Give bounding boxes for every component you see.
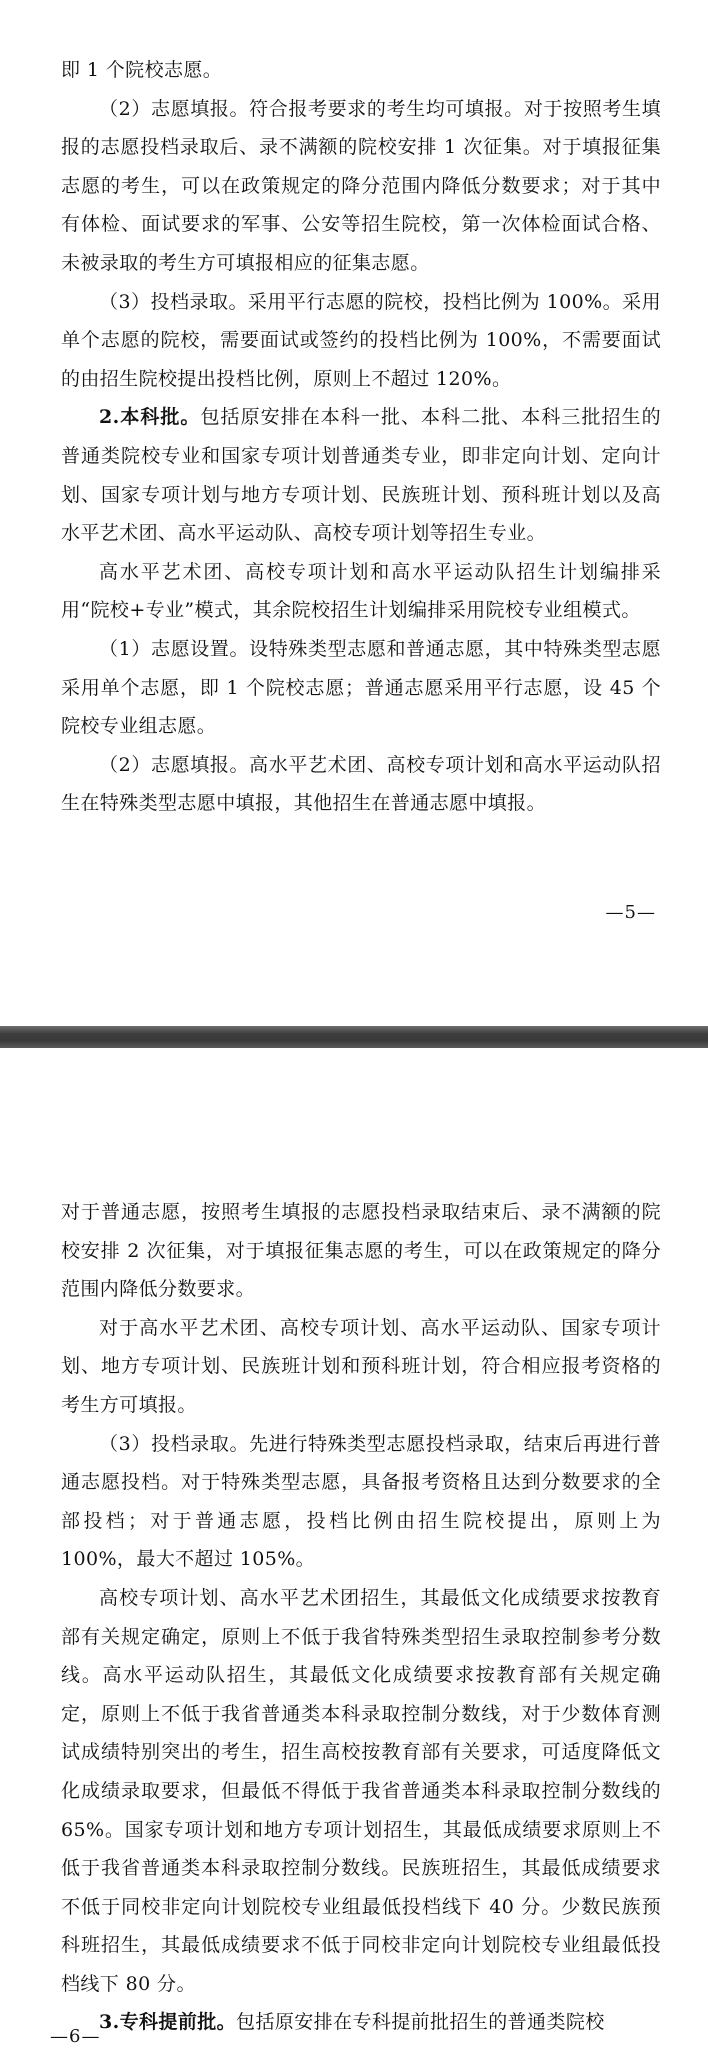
paragraph: 高校专项计划、高水平艺术团招生，其最低文化成绩要求按教育部有关规定确定，原则上不低于我省特殊类型招生录取控制参考分数线。高水平运动队招生，其最低文化成绩要求按教育部有关规定确定，原则上不低于我省普通类本科录取控制分数线，对于少数体育测试成绩特别突出的考生，招生高校按教育部有关要求，可适度降低文化成绩录取要求，但最低不得低于我省普通类本科录取控制分数线的 65%。国家专项计划和地方专项计划招生，其最低成绩要求原则上不低于我省普通类本科录取控制分数线。民族班招生，其最低成绩要求不低于同校非定向计划院校专业组最低投档线下 40 分。少数民族预科班招生，其最低成绩要求不低于同校非定向计划院校专业组最低投档线下 80 分。 — [61, 1586, 661, 1995]
page-number: —5— — [605, 902, 656, 923]
page-separator — [0, 1026, 708, 1048]
paragraph: 对于普通志愿，按照考生填报的志愿投档录取结束后、录不满额的院校安排 2 次征集，对于填报征集志愿的考生，可以在政策规定的降分范围内降低分数要求。 — [61, 1201, 661, 1301]
page-body — [61, 51, 661, 823]
paragraph: （2）志愿填报。符合报考要求的考生均可填报。对于按照考生填报的志愿投档录取后、录不满额的院校安排 1 次征集。对于填报征集志愿的考生，可以在政策规定的降分范围内降低分数要求；对于其中有体检、面试要求的军事、公安等招生院校，第一次体检面试合格、未被录取的考生方可填报相应的征集志愿。 — [61, 97, 661, 274]
page-body — [61, 1193, 661, 2042]
paragraph: （3）投档录取。先进行特殊类型志愿投档录取，结束后再进行普通志愿投档。对于特殊类型志愿，具备报考资格且达到分数要求的全部投档；对于普通志愿，投档比例由招生院校提出，原则上为 100%，最大不超过 105%。 — [61, 1432, 661, 1571]
paragraph — [61, 398, 661, 552]
paragraph: （2）志愿填报。高水平艺术团、高校专项计划和高水平运动队招生在特殊类型志愿中填报，其他招生在普通志愿中填报。 — [61, 753, 661, 815]
page-number: —6— — [50, 2026, 101, 2047]
paragraph — [61, 2003, 661, 2042]
section-heading: 2.本科批。 — [99, 406, 201, 429]
paragraph: 对于高水平艺术团、高校专项计划、高水平运动队、国家专项计划、地方专项计划、民族班计划和预科班计划，符合相应报考资格的考生方可填报。 — [61, 1316, 661, 1416]
paragraph: 即 1 个院校志愿。 — [61, 59, 223, 81]
document-page-6 — [0, 1048, 708, 2072]
section-heading: 3.专科提前批。 — [99, 2011, 237, 2034]
paragraph: （1）志愿设置。设特殊类型志愿和普通志愿，其中特殊类型志愿采用单个志愿，即 1 个院校志愿；普通志愿采用平行志愿，设 45 个院校专业组志愿。 — [61, 637, 661, 738]
paragraph: （3）投档录取。采用平行志愿的院校，投档比例为 100%。采用单个志愿的院校，需要面试或签约的投档比例为 100%，不需要面试的由招生院校提出投档比例，原则上不超过 120%。 — [61, 290, 661, 390]
paragraph-text: 包括原安排在专科提前批招生的普通类院校 — [236, 2011, 605, 2034]
paragraph: 高水平艺术团、高校专项计划和高水平运动队招生计划编排采用“院校+专业”模式，其余院校招生计划编排采用院校专业组模式。 — [61, 560, 661, 622]
paragraph-text: 包括原安排在本科一批、本科二批、本科三批招生的普通类院校专业和国家专项计划普通类专业，即非定向计划、定向计划、国家专项计划与地方专项计划、民族班计划、预科班计划以及高水平艺术团、高水平运动队、高校专项计划等招生专业。 — [61, 406, 661, 545]
document-page-5 — [0, 0, 708, 1026]
